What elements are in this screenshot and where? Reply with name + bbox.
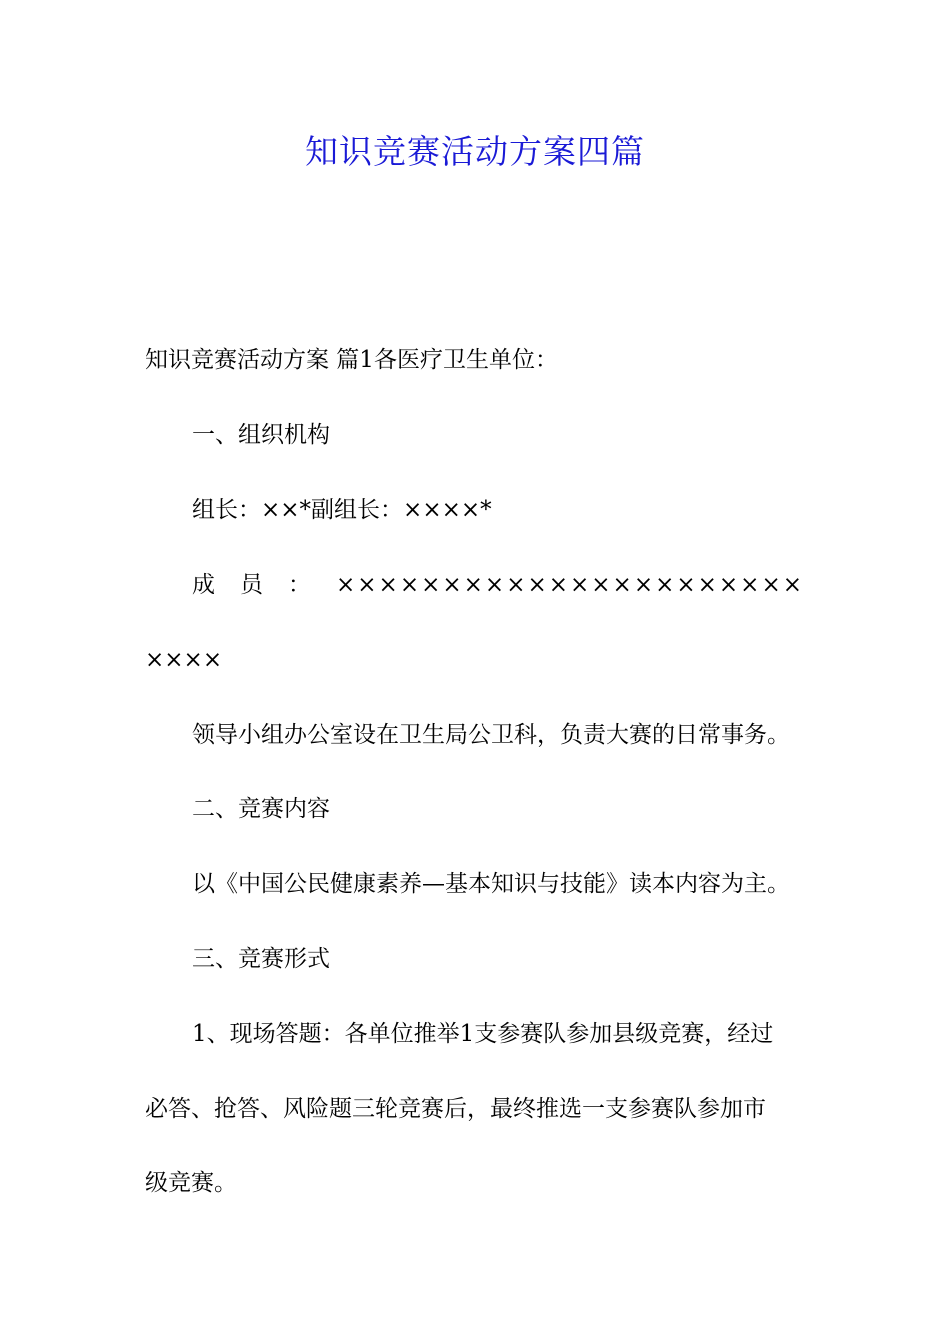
paragraph-intro: 知识竞赛活动方案 篇1各医疗卫生单位： — [145, 347, 558, 373]
paragraph-members-continued: ×××× — [145, 647, 223, 673]
paragraph-members: 成员：×××××××××××××××××××××× — [192, 572, 804, 598]
paragraph-office: 领导小组办公室设在卫生局公卫科，负责大赛的日常事务。 — [192, 722, 790, 748]
paragraph-format-line1: 1、现场答题：各单位推举1支参赛队参加县级竞赛，经过 — [192, 1021, 774, 1047]
section-heading-format: 三、竞赛形式 — [192, 946, 330, 972]
paragraph-content: 以《中国公民健康素养—基本知识与技能》读本内容为主。 — [192, 871, 790, 897]
section-heading-content: 二、竞赛内容 — [192, 796, 330, 822]
section-heading-organization: 一、组织机构 — [192, 422, 330, 448]
paragraph-format-line3: 级竞赛。 — [145, 1170, 237, 1196]
paragraph-format-line2: 必答、抢答、风险题三轮竞赛后，最终推选一支参赛队参加市 — [145, 1096, 766, 1122]
page-title: 知识竞赛活动方案四篇 — [305, 132, 645, 171]
paragraph-leaders: 组长：××*副组长：××××* — [192, 497, 492, 523]
